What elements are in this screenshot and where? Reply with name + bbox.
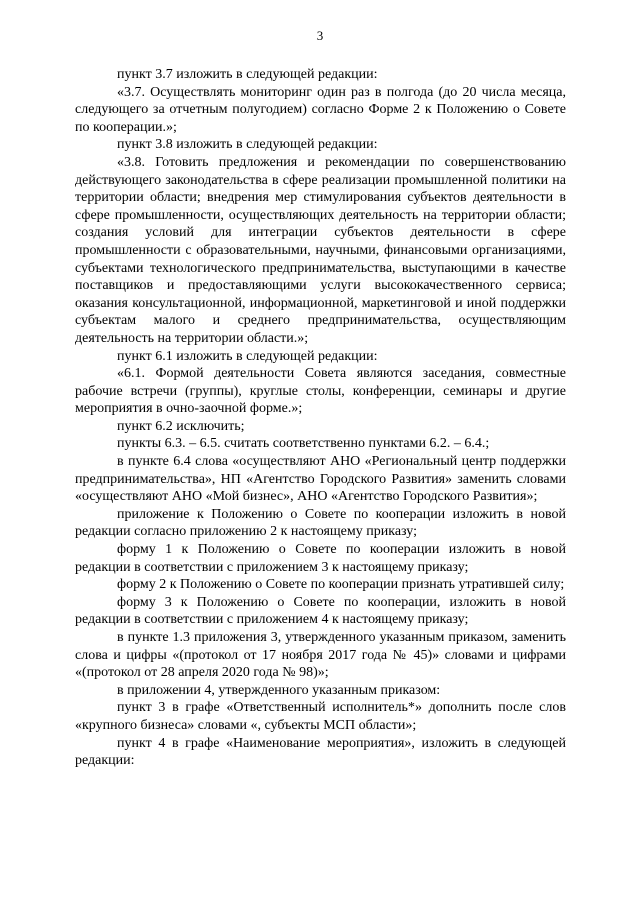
document-body bbox=[75, 66, 566, 770]
paragraph-form-2: форму 2 к Положению о Совете по кооперации признать утратившей силу; bbox=[117, 577, 565, 593]
paragraph-form-1: форму 1 к Положению о Совете по кооперации изложить в новой редакции в соответствии с приложением 3 к настоящему приказу; bbox=[75, 542, 566, 575]
paragraph-item-3: пункт 3 в графе «Ответственный исполнитель*» дополнить после слов «крупного бизнеса» словами «, субъекты МСП области»; bbox=[75, 700, 566, 733]
paragraph-appendix-4: в приложении 4, утвержденного указанным приказом: bbox=[117, 682, 441, 698]
paragraph-item-4: пункт 4 в графе «Наименование мероприятия», изложить в следующей редакции: bbox=[75, 735, 566, 769]
paragraph-item-1-3: в пункте 1.3 приложения 3, утвержденного указанным приказом, заменить слова и цифры «(протокол от 17 ноября 2017 года № 45)» словами и цифрами «(протокол от 28 апреля 2020 года № 98)»; bbox=[75, 630, 566, 681]
paragraph-item-3-7-text: «3.7. Осуществлять мониторинг один раз в полгода (до 20 числа месяца, следующего за отчетным полугодием) согласно Форме 2 к Положению о Совете по кооперации.»; bbox=[75, 84, 566, 135]
page-number: 3 bbox=[316, 28, 324, 43]
paragraph-item-6-2: пункт 6.2 исключить; bbox=[117, 418, 245, 434]
paragraph-form-3: форму 3 к Положению о Совете по кооперации, изложить в новой редакции в соответствии с приложением 4 к настоящему приказу; bbox=[75, 594, 566, 628]
paragraph-item-6-4: в пункте 6.4 слова «осуществляют АНО «Региональный центр поддержки предпринимательства», НП «Агентство Городского Развития» заменить словами «осуществляют АНО «Мой бизнес», АНО «Агентство Городского Развития»; bbox=[75, 454, 566, 505]
paragraph-item-6-1: пункт 6.1 изложить в следующей редакции: bbox=[117, 348, 378, 364]
paragraph-item-3-8: пункт 3.8 изложить в следующей редакции: bbox=[117, 137, 378, 153]
paragraph-appendix: приложение к Положению о Совете по кооперации изложить в новой редакции согласно приложению 2 к настоящему приказу; bbox=[75, 506, 566, 540]
paragraph-item-3-7: пункт 3.7 изложить в следующей редакции: bbox=[117, 67, 378, 82]
paragraph-item-6-1-text: «6.1. Формой деятельности Совета являются заседания, совместные рабочие встречи (группы), круглые столы, конференции, семинары и другие мероприятия в очно-заочной форме.»; bbox=[75, 366, 566, 417]
paragraph-item-3-8-text: «3.8. Готовить предложения и рекомендации по совершенствованию действующего законодательства в сфере реализации промышленной политики на территории области; внедрения мер стимулирования субъектов деятельности в сфере промышленности, осуществляющих деятельность на территории области; создания условий для интеграции субъектов деятельности в сфере промышленности с образовательными, научными, финансовыми организациями, субъектами технологического предпринимательства, выступающими в качестве поставщиков и предоставляющими услуги высококачественного сервиса; оказания консультационной, информационной, маркетинговой и иной поддержки субъектам малого и среднего предпринимательства, осуществляющим деятельность на территории области.»; bbox=[75, 154, 566, 346]
paragraph-renumber: пункты 6.3. – 6.5. считать соответственно пунктами 6.2. – 6.4.; bbox=[117, 436, 490, 452]
